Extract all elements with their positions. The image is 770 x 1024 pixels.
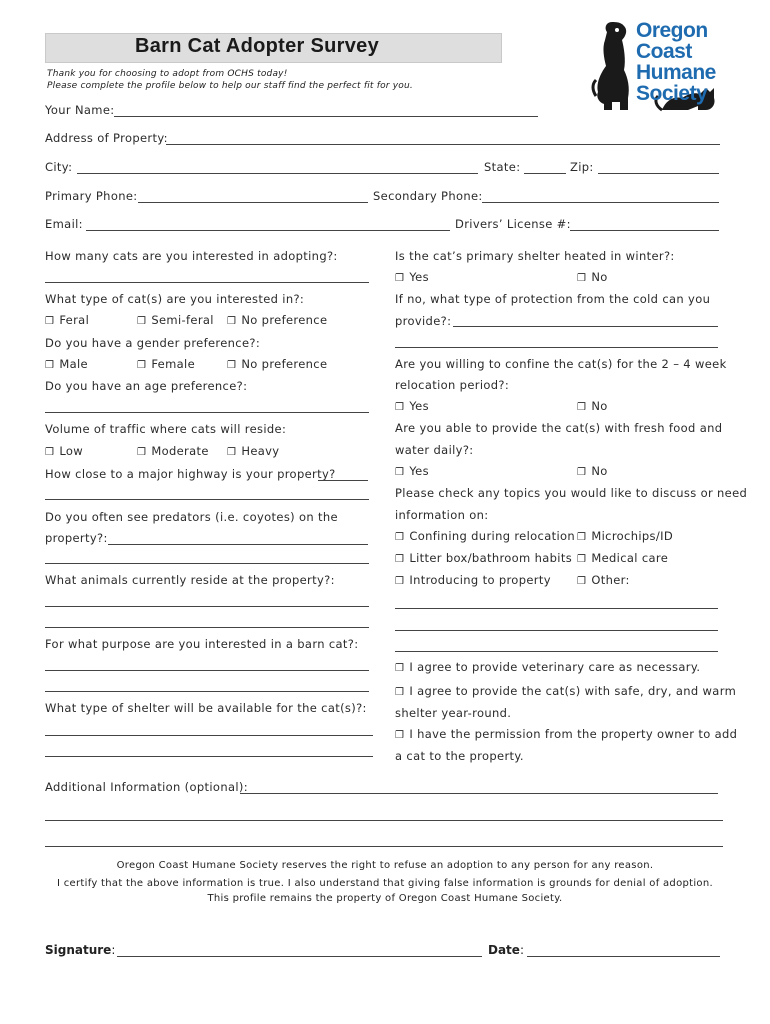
option-female[interactable]: ❒ Female [137, 357, 196, 371]
q-food-1: Are you able to provide the cat(s) with fresh food and [395, 421, 723, 435]
animals-field-2[interactable] [45, 627, 369, 628]
intro-line-2: Please complete the profile below to help our staff find the perfect fit for you. [47, 81, 413, 91]
footer-line-3: This profile remains the property of Oregon Coast Humane Society. [207, 893, 563, 904]
logo-line-3: Humane [636, 61, 716, 84]
q-protection-1: If no, what type of protection from the cold can you [395, 292, 711, 306]
shelter-field-2[interactable] [45, 756, 373, 757]
food-no[interactable]: ❒ No [577, 464, 608, 478]
agree-permission-2: a cat to the property. [395, 749, 524, 763]
q-how-many: How many cats are you interested in adopting?: [45, 249, 338, 263]
topics-other-field-1[interactable] [395, 608, 718, 609]
checkbox-icon: ❒ [395, 663, 405, 674]
checkbox-icon: ❒ [137, 360, 147, 371]
agree-safe-shelter-2: shelter year-round. [395, 706, 512, 720]
q-topics-1: Please check any topics you would like to discuss or need [395, 486, 748, 500]
checkbox-icon: ❒ [577, 467, 587, 478]
purpose-field-2[interactable] [45, 691, 369, 692]
animals-field-1[interactable] [45, 606, 369, 607]
topics-other-field-3[interactable] [395, 651, 718, 652]
license-label: Drivers’ License #: [455, 217, 571, 231]
name-field[interactable] [114, 116, 538, 117]
predators-field[interactable] [45, 563, 369, 564]
q-cat-type: What type of cat(s) are you interested in?: [45, 292, 305, 306]
age-field[interactable] [45, 412, 369, 413]
q-traffic: Volume of traffic where cats will reside: [45, 422, 287, 436]
q-protection-2: provide?: [395, 314, 452, 328]
state-field[interactable] [524, 173, 566, 174]
city-label: City: [45, 160, 73, 174]
checkbox-icon: ❒ [45, 316, 55, 327]
checkbox-icon: ❒ [137, 316, 147, 327]
checkbox-icon: ❒ [577, 532, 587, 543]
checkbox-icon: ❒ [227, 447, 237, 458]
signature-field[interactable] [117, 956, 482, 957]
checkbox-icon: ❒ [577, 554, 587, 565]
checkbox-icon: ❒ [395, 730, 405, 741]
option-type-no-preference[interactable]: ❒ No preference [227, 313, 328, 327]
option-male[interactable]: ❒ Male [45, 357, 88, 371]
topic-litter-box[interactable]: ❒ Litter box/bathroom habits [395, 551, 573, 565]
option-moderate[interactable]: ❒ Moderate [137, 444, 209, 458]
option-semi-feral[interactable]: ❒ Semi-feral [137, 313, 214, 327]
food-yes[interactable]: ❒ Yes [395, 464, 429, 478]
checkbox-icon: ❒ [395, 402, 405, 413]
logo-line-4: Society [636, 82, 708, 105]
date-label-group: Date: [488, 943, 524, 957]
footer-line-1: Oregon Coast Humane Society reserves the right to refuse an adoption to any person for any reason. [116, 860, 654, 871]
agree-veterinary[interactable]: ❒ I agree to provide veterinary care as necessary. [395, 660, 701, 674]
q-confine-2: relocation period?: [395, 378, 510, 392]
topic-confining[interactable]: ❒ Confining during relocation [395, 529, 576, 543]
primary-phone-field[interactable] [138, 202, 368, 203]
topic-medical-care[interactable]: ❒ Medical care [577, 551, 669, 565]
q-predators-1: Do you often see predators (i.e. coyotes) on the [45, 510, 338, 524]
address-label: Address of Property: [45, 131, 168, 145]
signature-label-group: Signature: [45, 943, 116, 957]
q-shelter: What type of shelter will be available for the cat(s)?: [45, 701, 367, 715]
checkbox-icon: ❒ [577, 273, 587, 284]
secondary-phone-label: Secondary Phone: [373, 189, 483, 203]
date-label: Date [488, 943, 520, 957]
q-gender: Do you have a gender preference?: [45, 336, 261, 350]
city-field[interactable] [77, 173, 478, 174]
checkbox-icon: ❒ [395, 576, 405, 587]
email-field[interactable] [86, 230, 450, 231]
heated-yes[interactable]: ❒ Yes [395, 270, 429, 284]
signature-label: Signature [45, 943, 112, 957]
topic-introducing[interactable]: ❒ Introducing to property [395, 573, 551, 587]
address-field[interactable] [166, 144, 720, 145]
predators-field-inline[interactable] [108, 544, 368, 545]
q-animals: What animals currently reside at the property?: [45, 573, 335, 587]
option-heavy[interactable]: ❒ Heavy [227, 444, 280, 458]
checkbox-icon: ❒ [45, 360, 55, 371]
agree-safe-shelter[interactable]: ❒ I agree to provide the cat(s) with safe, dry, and warm [395, 684, 737, 698]
q-food-2: water daily?: [395, 443, 474, 457]
agree-permission[interactable]: ❒ I have the permission from the property owner to add [395, 727, 738, 741]
q-highway: How close to a major highway is your property? [45, 467, 336, 481]
checkbox-icon: ❒ [577, 402, 587, 413]
checkbox-icon: ❒ [227, 316, 237, 327]
q-age: Do you have an age preference?: [45, 379, 248, 393]
checkbox-icon: ❒ [395, 467, 405, 478]
logo-line-1: Oregon [636, 19, 708, 42]
checkbox-icon: ❒ [395, 554, 405, 565]
additional-field-2[interactable] [45, 846, 723, 847]
intro-line-1: Thank you for choosing to adopt from OCHS today! [47, 69, 288, 79]
ochs-logo [590, 18, 730, 118]
highway-field[interactable] [45, 499, 369, 500]
q-topics-2: information on: [395, 508, 489, 522]
protection-field-inline[interactable] [453, 326, 718, 327]
protection-field[interactable] [395, 347, 718, 348]
zip-field[interactable] [598, 173, 719, 174]
confine-no[interactable]: ❒ No [577, 399, 608, 413]
highway-field-inline[interactable] [318, 480, 368, 481]
checkbox-icon: ❒ [137, 447, 147, 458]
name-label: Your Name: [45, 103, 115, 117]
checkbox-icon: ❒ [395, 532, 405, 543]
how-many-field[interactable] [45, 282, 369, 283]
license-field[interactable] [570, 230, 719, 231]
shelter-field-1[interactable] [45, 735, 373, 736]
heated-no[interactable]: ❒ No [577, 270, 608, 284]
q-confine-1: Are you willing to confine the cat(s) for the 2 – 4 week [395, 357, 727, 371]
q-heated: Is the cat’s primary shelter heated in winter?: [395, 249, 675, 263]
date-field[interactable] [527, 956, 720, 957]
checkbox-icon: ❒ [45, 447, 55, 458]
confine-yes[interactable]: ❒ Yes [395, 399, 429, 413]
option-gender-no-preference[interactable]: ❒ No preference [227, 357, 328, 371]
topic-microchips[interactable]: ❒ Microchips/ID [577, 529, 674, 543]
checkbox-icon: ❒ [227, 360, 237, 371]
state-label: State: [484, 160, 521, 174]
footer-line-2: I certify that the above information is true. I also understand that giving false information is grounds for denial of adoption. [57, 878, 713, 889]
q-predators-2: property?: [45, 531, 108, 545]
checkbox-icon: ❒ [577, 576, 587, 587]
primary-phone-label: Primary Phone: [45, 189, 138, 203]
additional-field-1[interactable] [45, 820, 723, 821]
email-label: Email: [45, 217, 83, 231]
checkbox-icon: ❒ [395, 273, 405, 284]
option-low[interactable]: ❒ Low [45, 444, 84, 458]
zip-label: Zip: [570, 160, 594, 174]
logo-line-2: Coast [636, 40, 692, 63]
additional-label: Additional Information (optional): [45, 780, 248, 794]
topic-other[interactable]: ❒ Other: [577, 573, 630, 587]
checkbox-icon: ❒ [395, 687, 405, 698]
topics-other-field-2[interactable] [395, 630, 718, 631]
additional-field-inline[interactable] [240, 793, 718, 794]
q-purpose: For what purpose are you interested in a barn cat?: [45, 637, 359, 651]
page-title: Barn Cat Adopter Survey [135, 35, 379, 57]
secondary-phone-field[interactable] [482, 202, 719, 203]
purpose-field-1[interactable] [45, 670, 369, 671]
option-feral[interactable]: ❒ Feral [45, 313, 90, 327]
